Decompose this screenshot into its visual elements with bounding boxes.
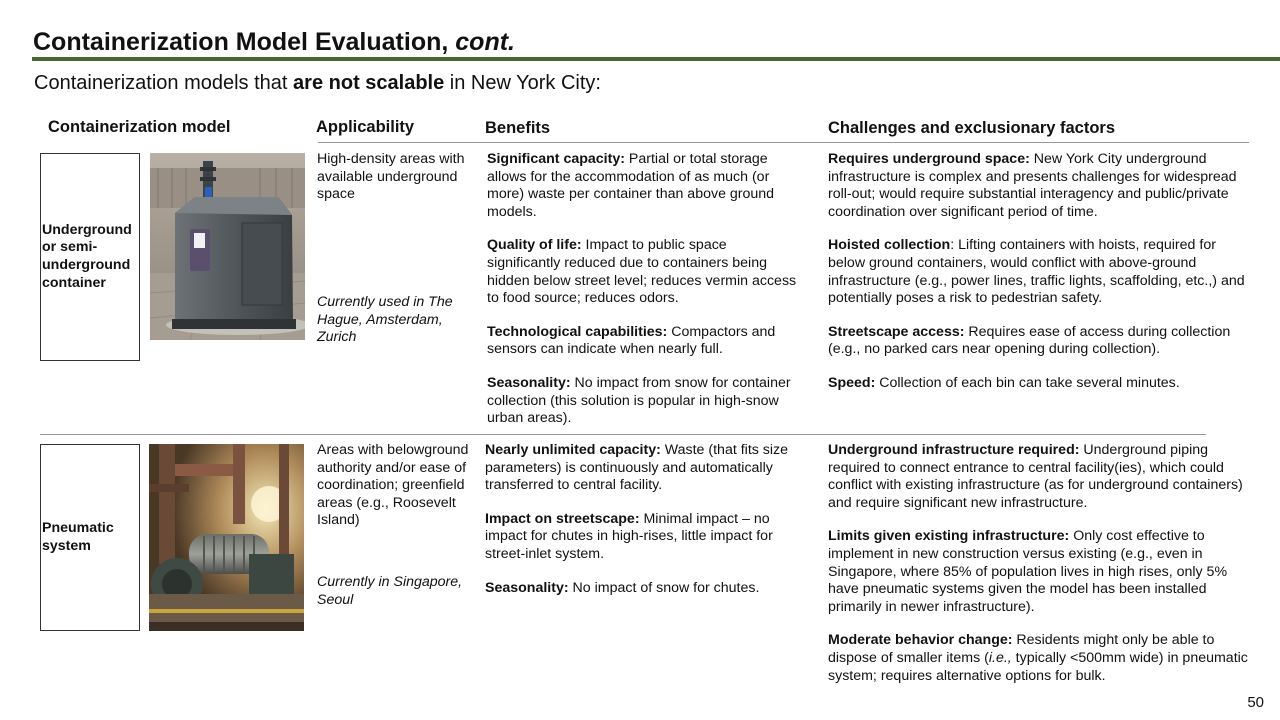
column-header-model: Containerization model	[48, 118, 231, 136]
challenge-item: Hoisted collection: Lifting containers with hoists, required for below ground containers, would conflict with above-ground infrastructure (e.g., power lines, traffic lights, scaffolding, etc.,) and potentially poses a risk to pedestrian safety.	[828, 237, 1245, 307]
row-divider	[40, 434, 1206, 435]
benefits-underground	[487, 151, 797, 428]
benefit-item: Significant capacity: Partial or total storage allows for the accommodation of as much (or more) waste per container than above ground models.	[487, 151, 775, 220]
slide-title: Containerization Model Evaluation, cont.	[33, 28, 515, 56]
challenges-pneumatic	[828, 442, 1248, 685]
benefit-item: Seasonality: No impact from snow for container collection (this solution is popular in high-snow urban areas).	[487, 374, 791, 427]
column-header-challenges: Challenges and exclusionary factors	[828, 119, 1116, 137]
slide-subtitle: Containerization models that are not scalable in New York City:	[34, 72, 601, 94]
applicability-note-pneumatic: Currently in Singapore, Seoul	[317, 574, 463, 608]
underground-container-photo	[150, 153, 305, 340]
applicability-underground: High-density areas with available underground space	[317, 151, 465, 203]
page-number: 50	[1247, 694, 1264, 711]
benefits-pneumatic	[485, 442, 807, 597]
challenge-item: Limits given existing infrastructure: Only cost effective to implement in new construction versus existing (e.g., even in Singapore, where 85% of population lives in high rises, only 5% have pneumatic systems given the model has been installed primarily in newer infrastructure).	[828, 528, 1228, 615]
model-label-pneumatic: Pneumatic system	[40, 444, 140, 631]
challenge-item: Requires underground space: New York City underground infrastructure is complex and presents challenges for widespread roll-out; would require substantial interagency and public/private coordination over significant period of time.	[828, 151, 1237, 220]
benefit-item: Impact on streetscape: Minimal impact – no impact for chutes in high-rises, little impact for street-inlet system.	[485, 510, 773, 562]
column-header-benefits: Benefits	[485, 119, 551, 137]
challenges-underground	[828, 151, 1248, 393]
applicability-note-underground: Currently used in The Hague, Amsterdam, Zurich	[317, 294, 453, 346]
header-divider	[318, 142, 1249, 143]
column-header-applicability: Applicability	[316, 118, 415, 136]
challenge-item: Moderate behavior change: Residents might only be able to dispose of smaller items (i.e., typically <500mm wide) in pneumatic system; requires alternative options for bulk.	[828, 632, 1248, 684]
title-divider	[32, 57, 1280, 61]
challenge-item: Speed: Collection of each bin can take several minutes.	[828, 374, 1180, 391]
benefit-item: Nearly unlimited capacity: Waste (that fits size parameters) is continuously and automatically transferred to central facility.	[485, 442, 789, 494]
challenge-item: Streetscape access: Requires ease of access during collection (e.g., no parked cars near opening during collection).	[828, 323, 1231, 358]
benefit-item: Quality of life: Impact to public space significantly reduced due to containers being hidden below street level; reduces vermin access to food source; reduces odors.	[487, 237, 797, 307]
challenge-item: Underground infrastructure required: Underground piping required to connect entrance to central facility(ies), which could conflict with existing infrastructure (as for underground containers) and require significant new infrastructure.	[828, 442, 1243, 511]
pneumatic-system-photo	[149, 444, 304, 631]
benefit-item: Seasonality: No impact of snow for chutes.	[485, 579, 760, 596]
applicability-pneumatic: Areas with belowground authority and/or ease of coordination; greenfield areas (e.g., Roosevelt Island)	[317, 442, 469, 529]
model-label-underground: Underground or semi-underground container	[40, 153, 140, 361]
benefit-item: Technological capabilities: Compactors and sensors can indicate when nearly full.	[487, 323, 776, 358]
